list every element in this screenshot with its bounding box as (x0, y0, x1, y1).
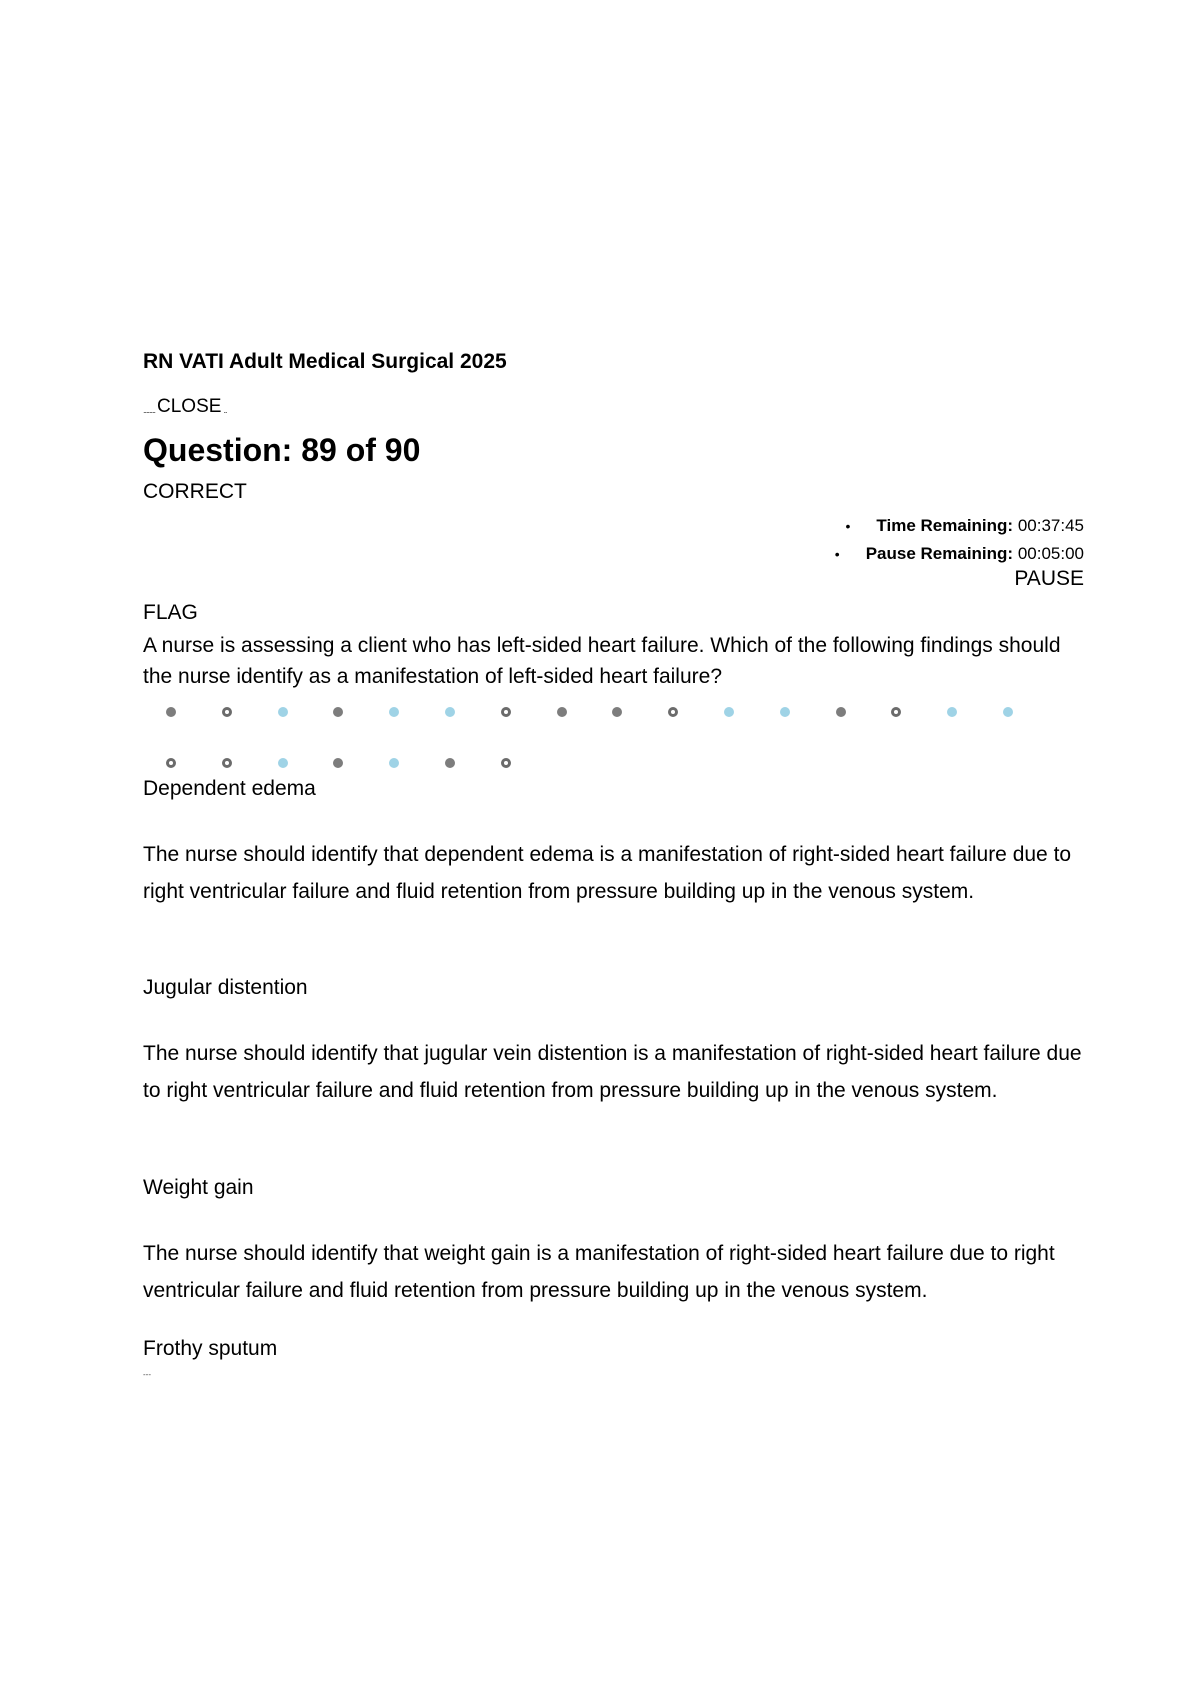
question-nav-dot[interactable] (333, 707, 343, 717)
option-explanation: The nurse should identify that weight gain is a manifestation of right-sided heart failure due to right ventricular failure and fluid retention from pressure building up in the venous system. (143, 1242, 1055, 1302)
question-nav-dot[interactable] (1003, 707, 1013, 717)
time-remaining (835, 512, 1084, 540)
question-nav-dot[interactable] (278, 758, 288, 768)
question-nav-dot[interactable] (724, 707, 734, 717)
end-mark: --- (143, 1370, 151, 1379)
question-nav-dot[interactable] (389, 758, 399, 768)
question-nav-dot[interactable] (836, 707, 846, 717)
time-remaining-label: Time Remaining: (876, 516, 1014, 535)
question-nav-dot[interactable] (222, 707, 232, 717)
bullet-icon: • (845, 518, 851, 534)
question-nav-dot[interactable] (222, 758, 232, 768)
course-title: RN VATI Adult Medical Surgical 2025 (143, 350, 507, 373)
question-nav-dot[interactable] (612, 707, 622, 717)
time-remaining-value: 00:37:45 (1017, 516, 1084, 535)
option-explanation: The nurse should identify that jugular vein distention is a manifestation of right-sided heart failure due to right ventricular failure and fluid retention from pressure building up in the venous system. (143, 1042, 1082, 1102)
question-nav-dot[interactable] (166, 707, 176, 717)
option-label[interactable]: Frothy sputum (143, 1337, 278, 1360)
close-button[interactable] (143, 396, 228, 418)
question-nav-dot[interactable] (780, 707, 790, 717)
question-nav-dot[interactable] (668, 707, 678, 717)
question-nav-dot[interactable] (501, 707, 511, 717)
close-dots-after: .. (223, 405, 227, 415)
question-nav-dot[interactable] (166, 758, 176, 768)
flag-button[interactable]: FLAG (143, 601, 198, 624)
question-nav-dot[interactable] (389, 707, 399, 717)
question-text: A nurse is assessing a client who has left-sided heart failure. Which of the following findings should the nurse identify as a manifestation of left-sided heart failure? (143, 634, 1061, 688)
question-nav-dot[interactable] (278, 707, 288, 717)
option-explanation: The nurse should identify that dependent edema is a manifestation of right-sided heart failure due to right ventricular failure and fluid retention from pressure building up in the venous system. (143, 843, 1072, 903)
question-nav-dot[interactable] (947, 707, 957, 717)
pause-remaining-label: Pause Remaining: (865, 544, 1014, 563)
question-nav-dot[interactable] (445, 707, 455, 717)
question-heading: Question: 89 of 90 (143, 432, 421, 468)
timer-list (835, 512, 1084, 568)
close-label: CLOSE (157, 396, 222, 417)
question-nav-dot[interactable] (891, 707, 901, 717)
option-label[interactable]: Weight gain (143, 1176, 254, 1199)
question-nav-dot[interactable] (445, 758, 455, 768)
pause-remaining (835, 540, 1084, 568)
close-dots-before: ........ (143, 405, 156, 415)
pause-button[interactable]: PAUSE (1014, 567, 1084, 590)
question-nav-dot[interactable] (501, 758, 511, 768)
question-navigator-row-1 (143, 703, 1043, 723)
option-label[interactable]: Dependent edema (143, 777, 316, 800)
question-nav-dot[interactable] (333, 758, 343, 768)
result-status: CORRECT (143, 480, 247, 503)
pause-remaining-value: 00:05:00 (1017, 544, 1084, 563)
question-nav-dot[interactable] (557, 707, 567, 717)
question-navigator-row-2 (143, 754, 1043, 774)
bullet-icon: • (834, 546, 840, 562)
option-label[interactable]: Jugular distention (143, 976, 308, 999)
